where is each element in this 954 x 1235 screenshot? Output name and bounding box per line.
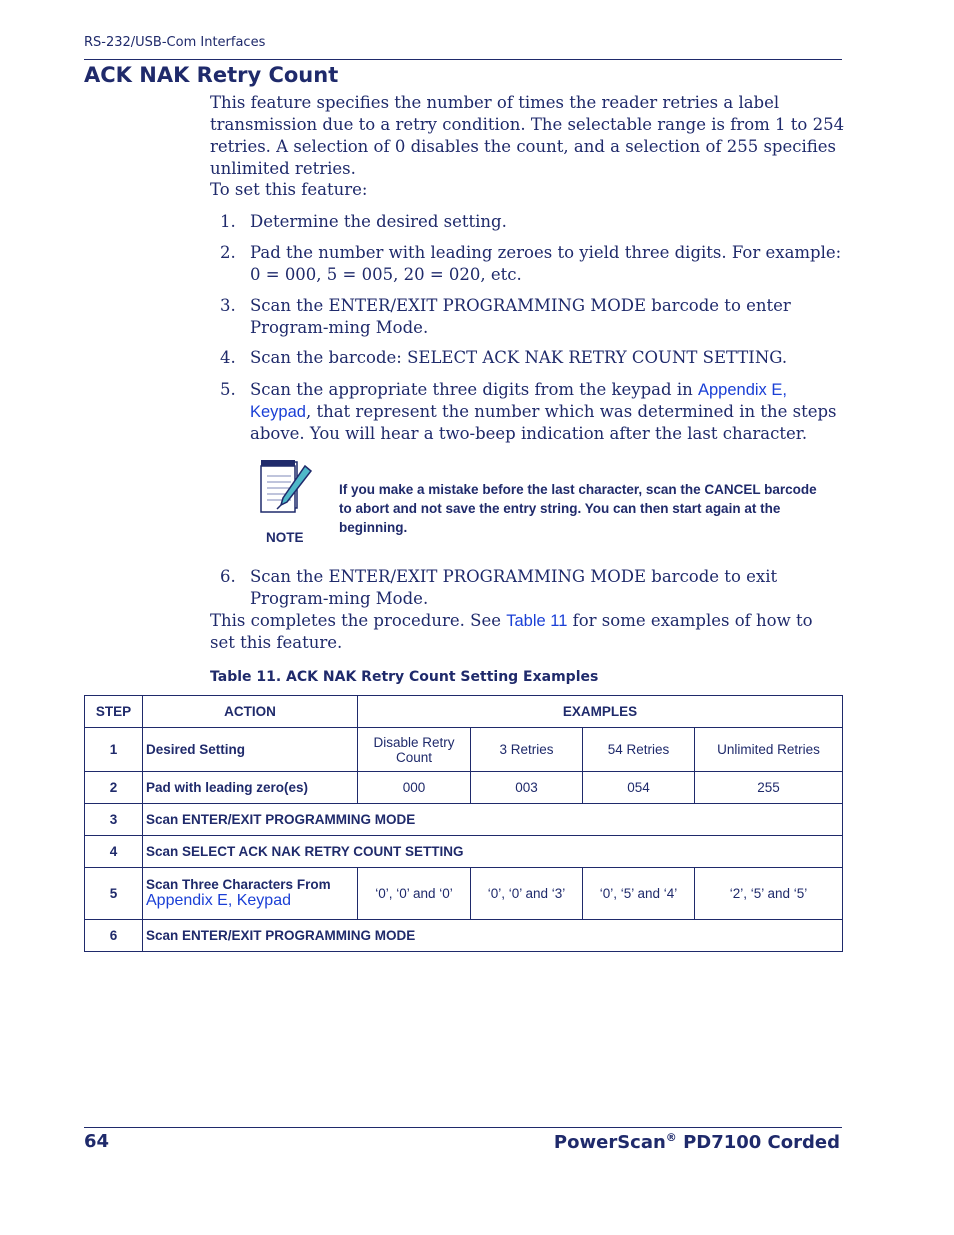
table-row bbox=[85, 868, 843, 920]
retry-count-examples-table bbox=[84, 695, 843, 952]
section-title: ACK NAK Retry Count bbox=[84, 63, 339, 87]
notepad-pen-icon bbox=[257, 456, 313, 518]
step-text: Scan the barcode: SELECT ACK NAK RETRY COUNT SETTING. bbox=[250, 348, 788, 367]
step-cell: 4 bbox=[85, 836, 143, 868]
table-row bbox=[85, 772, 843, 804]
example-cell: 255 bbox=[695, 772, 843, 804]
appendix-e-keypad-link[interactable]: Appendix E, Keypad bbox=[250, 381, 787, 421]
step-text: Determine the desired setting. bbox=[250, 212, 507, 231]
table-header-row bbox=[85, 696, 843, 728]
table-11-link[interactable]: Table 11 bbox=[506, 612, 568, 630]
action-cell bbox=[143, 868, 358, 920]
product-model: PD7100 Corded bbox=[676, 1132, 840, 1153]
step-text: Scan the ENTER/EXIT PROGRAMMING MODE barcode to exit Program-ming Mode. bbox=[250, 567, 778, 608]
header-rule bbox=[84, 59, 842, 60]
product-title bbox=[554, 1131, 840, 1153]
step-text: Pad the number with leading zeroes to yield three digits. For example: 0 = 000, 5 = 005, 20 = 020, etc. bbox=[250, 243, 842, 284]
example-cell: 054 bbox=[583, 772, 695, 804]
registered-mark: ® bbox=[665, 1131, 677, 1144]
table-row bbox=[85, 728, 843, 772]
action-cell: Scan ENTER/EXIT PROGRAMMING MODE bbox=[143, 920, 843, 952]
step-number: 5. bbox=[220, 380, 236, 399]
step-text: Scan the ENTER/EXIT PROGRAMMING MODE barcode to enter Program-ming Mode. bbox=[250, 296, 791, 337]
table-row bbox=[85, 920, 843, 952]
page-number: 64 bbox=[84, 1131, 110, 1152]
completion-paragraph bbox=[210, 610, 840, 654]
example-cell: ‘2’, ‘5’ and ‘5’ bbox=[695, 868, 843, 920]
step-number: 1. bbox=[220, 212, 236, 231]
action-cell: Scan ENTER/EXIT PROGRAMMING MODE bbox=[143, 804, 843, 836]
step-number: 3. bbox=[220, 296, 236, 315]
product-name: PowerScan bbox=[553, 1132, 666, 1153]
table-row bbox=[85, 804, 843, 836]
action-text: Scan Three Characters From bbox=[146, 877, 331, 892]
table-caption: Table 11. ACK NAK Retry Count Setting Examples bbox=[210, 669, 599, 685]
completion-text-before: This completes the procedure. See bbox=[210, 611, 507, 630]
step-number: 2. bbox=[220, 243, 236, 262]
example-cell: 3 Retries bbox=[471, 728, 583, 772]
action-cell: Pad with leading zero(es) bbox=[143, 772, 358, 804]
step-text bbox=[250, 379, 850, 445]
example-cell: ‘0’, ‘0’ and ‘0’ bbox=[358, 868, 471, 920]
step-cell: 6 bbox=[85, 920, 143, 952]
step-text-after: , that represent the number which was determined in the steps above. You will hear a two-beep indication after the last character. bbox=[250, 402, 837, 443]
running-header: RS-232/USB-Com Interfaces bbox=[84, 35, 266, 50]
completion-text-after: for some examples of how to set this feature. bbox=[210, 611, 813, 652]
step-cell: 5 bbox=[85, 868, 143, 920]
step-number: 6. bbox=[220, 567, 236, 586]
to-set-label: To set this feature: bbox=[210, 180, 368, 199]
intro-paragraph: This feature specifies the number of times the reader retries a label transmission due to a retry condition. The selectable range is from 1 to 254 retries. A selection of 0 disables the count, and a selection of 255 specifies unlimited retries. bbox=[210, 93, 845, 178]
appendix-e-keypad-link[interactable]: Appendix E, Keypad bbox=[146, 892, 291, 909]
table-row bbox=[85, 836, 843, 868]
example-cell: 54 Retries bbox=[583, 728, 695, 772]
note-label: NOTE bbox=[266, 530, 304, 545]
example-cell: 003 bbox=[471, 772, 583, 804]
example-cell: ‘0’, ‘5’ and ‘4’ bbox=[583, 868, 695, 920]
header-action: ACTION bbox=[143, 696, 358, 728]
action-cell: Scan SELECT ACK NAK RETRY COUNT SETTING bbox=[143, 836, 843, 868]
example-cell: ‘0’, ‘0’ and ‘3’ bbox=[471, 868, 583, 920]
step-cell: 1 bbox=[85, 728, 143, 772]
example-cell: Unlimited Retries bbox=[695, 728, 843, 772]
example-cell: 000 bbox=[358, 772, 471, 804]
step-cell: 2 bbox=[85, 772, 143, 804]
step-text-before: Scan the appropriate three digits from the keypad in bbox=[250, 380, 698, 399]
header-step: STEP bbox=[85, 696, 143, 728]
action-cell: Desired Setting bbox=[143, 728, 358, 772]
step-cell: 3 bbox=[85, 804, 143, 836]
footer-rule bbox=[84, 1127, 842, 1128]
note-text: If you make a mistake before the last character, scan the CANCEL barcode to abort and not save the entry string. You can then start again at the beginning. bbox=[339, 482, 817, 535]
step-number: 4. bbox=[220, 348, 236, 367]
example-cell: Disable Retry Count bbox=[358, 728, 471, 772]
header-examples: EXAMPLES bbox=[358, 696, 843, 728]
